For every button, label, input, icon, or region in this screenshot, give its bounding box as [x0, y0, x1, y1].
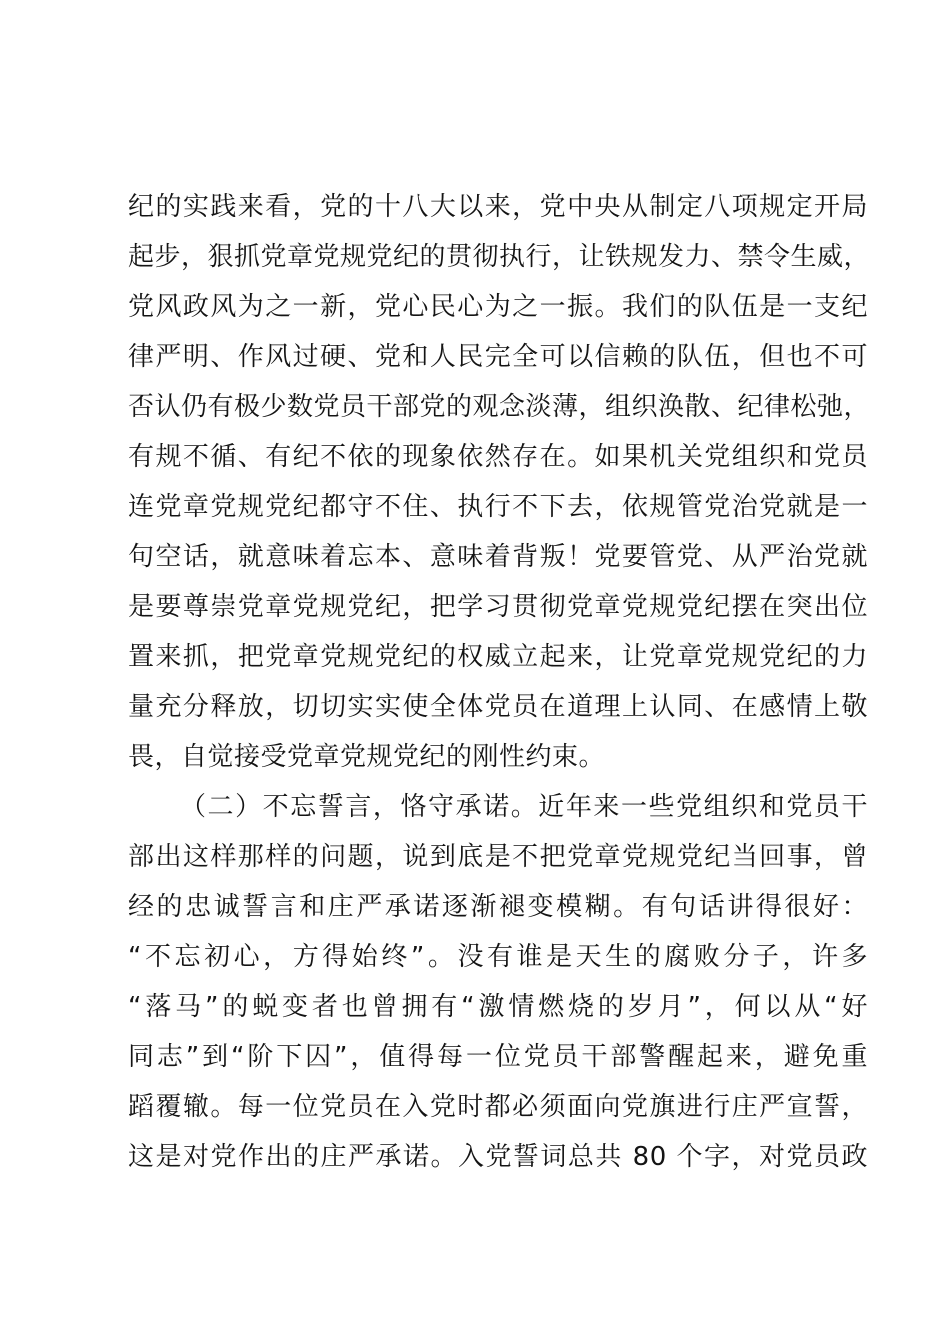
text-line: “落马”的蜕变者也曾拥有“激情燃烧的岁月”，何以从“好	[128, 992, 868, 1022]
text-line: 这是对党作出的庄严承诺。入党誓词总共 80 个字，对党员政	[128, 1142, 868, 1172]
paragraph-1	[128, 182, 871, 782]
text-line: 量充分释放，切切实实使全体党员在道理上认同、在感情上敬	[128, 692, 868, 722]
text-line: 起步，狠抓党章党规党纪的贯彻执行，让铁规发力、禁令生威，	[128, 242, 871, 272]
text-line: 同志”到“阶下囚”，值得每一位党员干部警醒起来，避免重	[128, 1042, 868, 1072]
text-line: 蹈覆辙。每一位党员在入党时都必须面向党旗进行庄严宣誓，	[128, 1092, 868, 1122]
text-line: 是要尊崇党章党规党纪，把学习贯彻党章党规党纪摆在突出位	[128, 592, 868, 622]
text-line: 纪的实践来看，党的十八大以来，党中央从制定八项规定开局	[128, 192, 868, 222]
text-line: 有规不循、有纪不依的现象依然存在。如果机关党组织和党员	[128, 442, 868, 472]
text-line: 党风政风为之一新，党心民心为之一振。我们的队伍是一支纪	[128, 292, 868, 322]
text-line: 句空话，就意味着忘本、意味着背叛！党要管党、从严治党就	[128, 542, 868, 572]
paragraph-2	[128, 782, 868, 1182]
text-line: 部出这样那样的问题，说到底是不把党章党规党纪当回事，曾	[128, 842, 868, 872]
text-line: “不忘初心，方得始终”。没有谁是天生的腐败分子，许多	[128, 942, 868, 972]
text-line: 律严明、作风过硬、党和人民完全可以信赖的队伍，但也不可	[128, 342, 868, 372]
text-line: 畏，自觉接受党章党规党纪的刚性约束。	[128, 742, 606, 772]
text-line: 否认仍有极少数党员干部党的观念淡薄，组织涣散、纪律松弛，	[128, 392, 871, 422]
text-line: （二）不忘誓言，恪守承诺。近年来一些党组织和党员干	[180, 792, 868, 822]
body-text	[128, 182, 871, 1182]
text-line: 置来抓，把党章党规党纪的权威立起来，让党章党规党纪的力	[128, 642, 868, 672]
text-line: 连党章党规党纪都守不住、执行不下去，依规管党治党就是一	[128, 492, 868, 522]
text-line: 经的忠诚誓言和庄严承诺逐渐褪变模糊。有句话讲得很好：	[128, 892, 868, 922]
